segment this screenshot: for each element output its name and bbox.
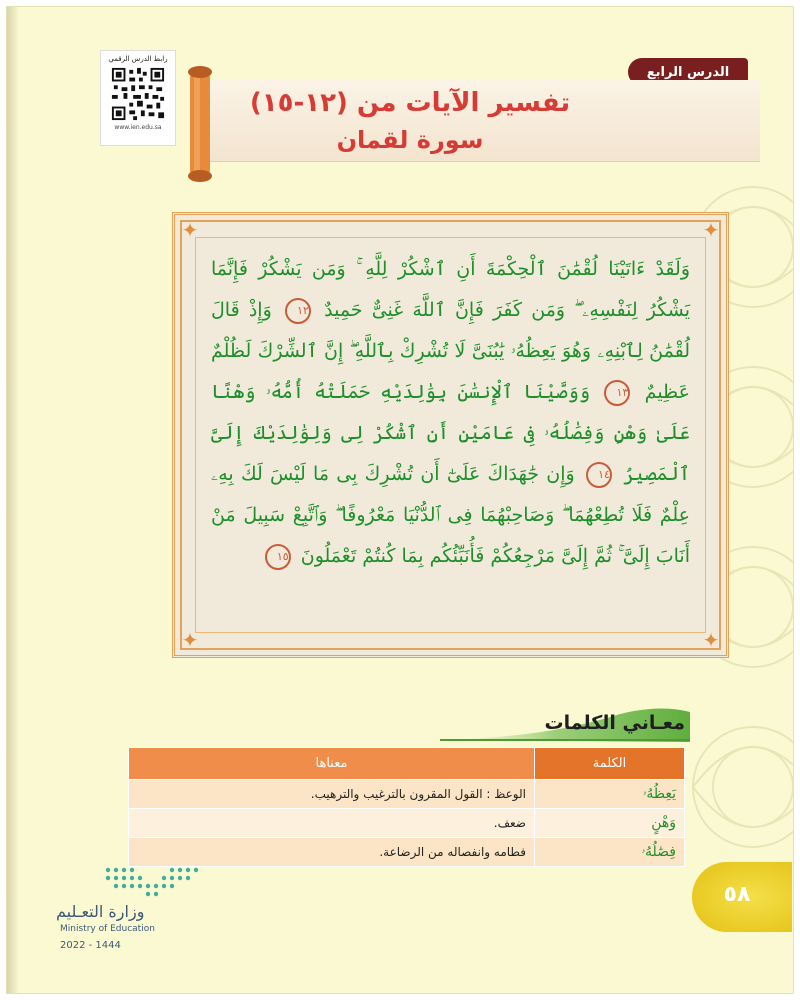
corner-ornament-icon: ✦ [181, 628, 199, 652]
verse-segment: وَوَصَّيْنَا ٱلْإِنسَٰنَ بِوَٰلِدَيْهِ حَمَلَتْهُ أُمُّهُۥ وَهْنًا عَلَىٰ وَهْنٍ وَفِصَٰلُهُۥ فِى عَامَيْنِ أَنِ ٱشْكُرْ لِى وَلِوَٰلِدَيْكَ إِلَىَّ ٱلْمَصِيرُ [211, 381, 691, 485]
verse-segment: وَإِذْ قَالَ لُقْمَٰنُ لِٱبْنِهِۦ وَهُوَ يَعِظُهُۥ يَٰبُنَىَّ لَا تُشْرِكْ بِٱللَّهِ ۖ إِنَّ ٱلشِّرْكَ لَظُلْمٌ عَظِيمٌ [211, 299, 690, 403]
page-number: ٥٨ [723, 882, 751, 907]
table-row [129, 809, 685, 838]
corner-ornament-icon: ✦ [702, 628, 720, 652]
lesson-badge: الدرس الرابع [628, 58, 748, 86]
word-cell: وَهْنٍ [535, 809, 685, 838]
word-cell: يَعِظُهُۥ [535, 780, 685, 809]
ministry-year: 2022 - 1444 [60, 940, 121, 951]
qr-caption: رابط الدرس الرقمي [108, 55, 168, 63]
scroll-roll-icon [186, 64, 214, 184]
meaning-cell: الوعظ : القول المقرون بالترغيب والترهيب. [129, 780, 535, 809]
meaning-cell: فطامه وانفصاله من الرضاعة. [129, 838, 535, 867]
table-row [129, 780, 685, 809]
column-header-word: الكلمة [535, 748, 685, 780]
verse-segment: وَلَقَدْ ءَاتَيْنَا لُقْمَٰنَ ٱلْحِكْمَةَ أَنِ ٱشْكُرْ لِلَّهِ ۚ وَمَن يَشْكُرْ فَإِنَّمَا يَشْكُرُ لِنَفْسِهِۦ ۖ وَمَن كَفَرَ فَإِنَّ ٱللَّهَ غَنِىٌّ حَمِيدٌ [211, 258, 690, 321]
quran-verses [211, 249, 690, 577]
ayah-number-marker: ١٥ [265, 544, 291, 570]
qr-url: www.ien.edu.sa [114, 124, 162, 131]
ministry-dots-icon [102, 862, 202, 898]
qr-code-icon[interactable] [110, 66, 166, 122]
page-binding-edge [7, 7, 19, 993]
corner-ornament-icon: ✦ [702, 218, 720, 242]
word-meanings-title: معـاني الكلمات [544, 712, 685, 734]
table-row [129, 838, 685, 867]
ayah-number-marker: ١٣ [604, 380, 630, 406]
word-meanings-table [128, 747, 685, 867]
ministry-name-ar: وزارة التعـليم [56, 902, 145, 921]
ministry-logo [56, 862, 206, 962]
corner-ornament-icon: ✦ [181, 218, 199, 242]
verse-segment: وَإِن جَٰهَدَاكَ عَلَىٰٓ أَن تُشْرِكَ بِى مَا لَيْسَ لَكَ بِهِۦ عِلْمٌ فَلَا تُطِعْهُمَا ۖ وَصَاحِبْهُمَا فِى ٱلدُّنْيَا مَعْرُوفًا ۖ وَٱتَّبِعْ سَبِيلَ مَنْ أَنَابَ إِلَىَّ ۚ ثُمَّ إِلَىَّ مَرْجِعُكُمْ فَأُنَبِّئُكُم بِمَا كُنتُمْ تَعْمَلُونَ [211, 463, 690, 567]
verse-frame [172, 212, 729, 658]
ayah-number-marker: ١٤ [586, 462, 612, 488]
meaning-cell: ضعف. [129, 809, 535, 838]
lesson-title: تفسير الآيات من (١٢-١٥) [249, 88, 571, 118]
digital-lesson-qr[interactable] [100, 50, 176, 146]
column-header-meaning: معناها [129, 748, 535, 780]
ayah-number-marker: ١٢ [285, 298, 311, 324]
word-cell: فِصَٰلُهُۥ [535, 838, 685, 867]
ministry-name-en: Ministry of Education [60, 924, 155, 934]
lesson-subtitle: سورة لقمان [336, 126, 484, 154]
